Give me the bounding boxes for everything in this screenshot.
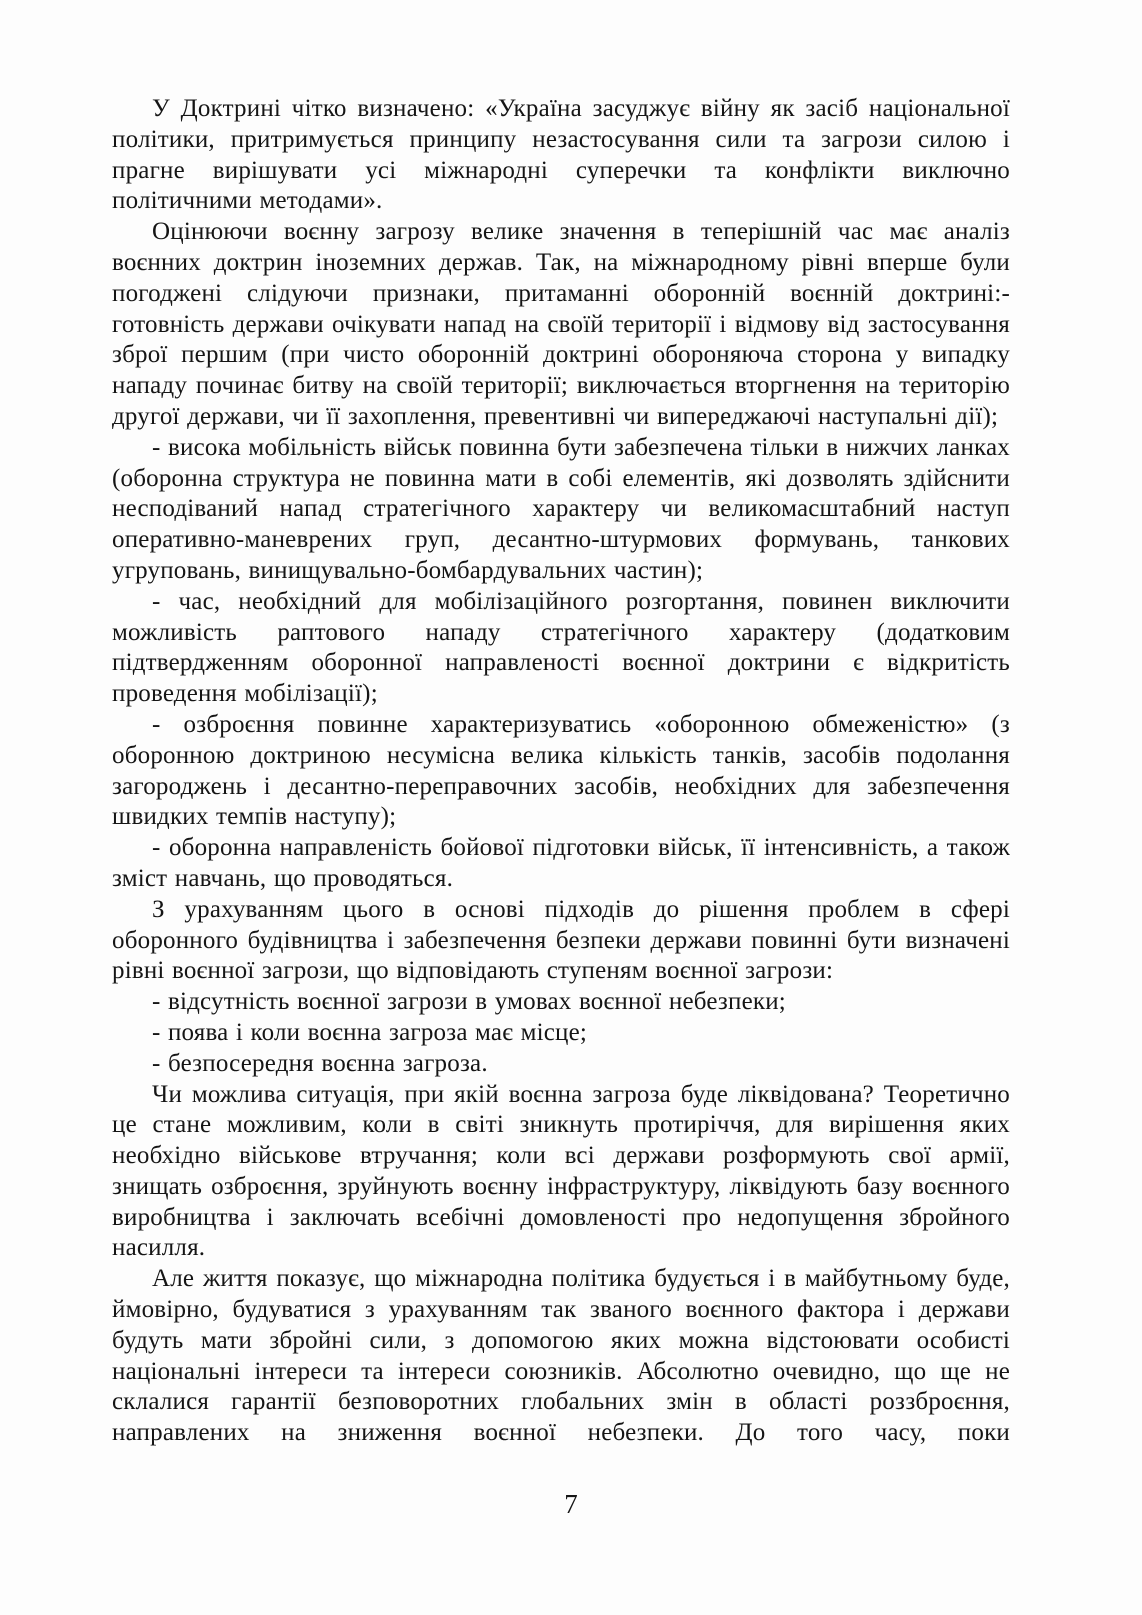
page-number: 7 xyxy=(564,1489,578,1519)
paragraph: - час, необхідний для мобілізаційного розгортання, повинен виключити можливість раптового нападу стратегічного характеру (додатковим підтвердженням оборонної направленості воєнної доктрини є відкритість проведення мобілізації); xyxy=(112,587,1010,708)
paragraph: Оцінюючи воєнну загрозу велике значення в теперішній час має аналіз воєнних доктрин іноземних держав. Так, на міжнародному рівні вперше були погоджені слідуючи признаки, притаманні оборонній воєнній доктрині:- готовність держави очікувати напад на своїй території і відмову від застосування зброї першим (при чисто оборонній доктрині обороняюча сторона у випадку нападу починає битву на своїй території; виключається вторгнення на територію другої держави, чи її захоплення, превентивні чи випереджаючі наступальні дії); xyxy=(112,218,1010,430)
paragraph: Чи можлива ситуація, при якій воєнна загроза буде ліквідована? Теоретично це стане можливим, коли в світі зникнуть протиріччя, для вирішення яких необхідно військове втручання; коли всі держави розформують свої армії, знищать озброєння, зруйнують воєнну інфраструктуру, ліквідують базу воєнного виробництва і заключать всебічні домовленості про недопущення збройного насилля. xyxy=(112,1080,1010,1262)
paragraph: - висока мобільність військ повинна бути забезпечена тільки в нижчих ланках (оборонна структура не повинна мати в собі елементів, які дозволять здійснити несподіваний напад стратегічного характеру чи великомасштабний наступ оперативно-маневрених груп, десантно-штурмових формувань, танкових угруповань, винищувально-бомбардувальних частин); xyxy=(112,433,1010,584)
paragraph: - відсутність воєнної загрози в умовах воєнної небезпеки; xyxy=(152,988,786,1016)
paragraph: З урахуванням цього в основі підходів до рішення проблем в сфері оборонного будівництва і забезпечення безпеки держави повинні бути визначені рівні воєнної загрози, що відповідають ступеням воєнної загрози: xyxy=(112,895,1010,985)
paragraph: У Доктрині чітко визначено: «Україна засуджує війну як засіб національної політики, притримується принципу незастосування сили та загрози силою і прагне вирішувати усі міжнародні суперечки та конфлікти виключно політичними методами». xyxy=(112,95,1010,215)
paragraph: - озброєння повинне характеризуватись «оборонною обмеженістю» (з оборонною доктриною несумісна велика кількість танків, засобів подолання загороджень і десантно-переправочних засобів, необхідних для забезпечення швидких темпів наступу); xyxy=(112,710,1010,831)
paragraph: Але життя показує, що міжнародна політика будується і в майбутньому буде, ймовірно, будуватися з урахуванням так званого воєнного фактора і держави будуть мати збройні сили, з допомогою яких можна відстоювати особисті національні інтереси та інтереси союзників. Абсолютно очевидно, що ще не склалися гарантії безповоротних глобальних змін в області роззброєння, направлених на зниження воєнної небезпеки. До того часу, поки xyxy=(112,1265,1010,1447)
paragraph: - оборонна направленість бойової підготовки військ, її інтенсивність, а також зміст навчань, що проводяться. xyxy=(112,834,1010,892)
paragraph: - поява і коли воєнна загроза має місце; xyxy=(152,1018,588,1046)
paragraph: - безпосередня воєнна загроза. xyxy=(152,1049,488,1077)
document-text xyxy=(112,94,1010,1449)
